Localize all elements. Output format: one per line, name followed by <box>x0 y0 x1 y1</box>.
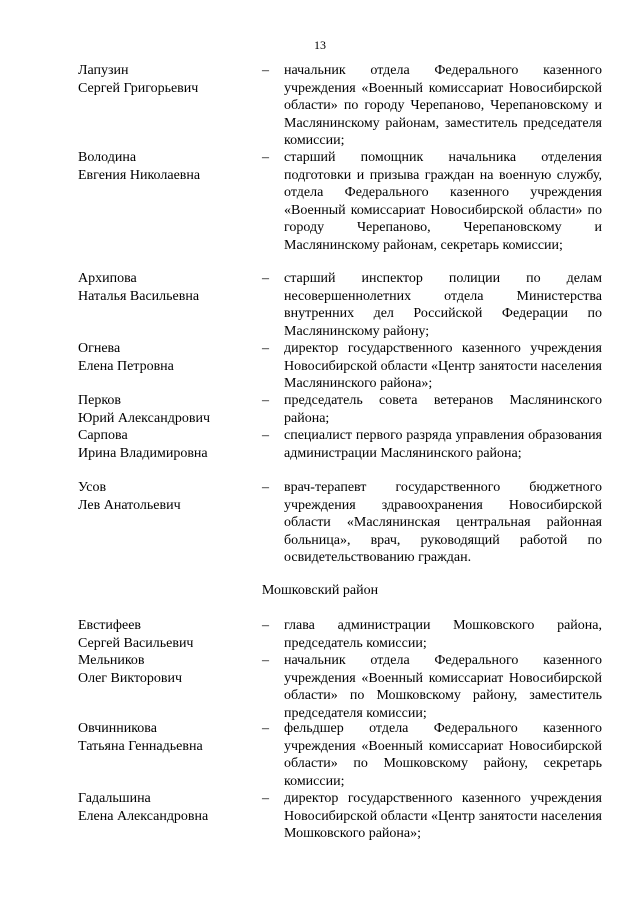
member-name <box>78 479 258 514</box>
member-name <box>78 790 258 825</box>
page-number: 13 <box>314 38 326 52</box>
member-surname: Усов <box>78 480 107 495</box>
dash: – <box>262 393 269 408</box>
dash: – <box>262 653 269 668</box>
member-role: начальник отдела Федерального казенного учреждения «Военный комиссариат Новосибирской области» по Мошковскому району, заместитель председателя комиссии; <box>284 653 602 721</box>
dash: – <box>262 63 269 78</box>
member-given-name: Елена Петровна <box>78 358 174 374</box>
member-surname: Перков <box>78 393 122 408</box>
member-role: директор государственного казенного учреждения Новосибирской области «Центр занятости населения Мошковского района»; <box>284 791 602 842</box>
member-name <box>78 62 258 97</box>
member-role: директор государственного казенного учреждения Новосибирской области «Центр занятости населения Маслянинского района»; <box>284 341 602 392</box>
dash: – <box>262 618 269 633</box>
member-surname: Евстифеев <box>78 618 142 633</box>
member-given-name: Наталья Васильевна <box>78 288 200 304</box>
member-name <box>78 392 258 427</box>
member-surname: Мельников <box>78 653 145 668</box>
dash: – <box>262 428 269 443</box>
member-given-name: Евгения Николаевна <box>78 167 201 183</box>
member-given-name: Татьяна Геннадьевна <box>78 738 203 754</box>
member-surname: Огнева <box>78 341 121 356</box>
member-name <box>78 617 258 652</box>
member-role: председатель совета ветеранов Маслянинского района; <box>284 393 602 426</box>
member-name <box>78 720 258 755</box>
member-name <box>78 340 258 375</box>
member-surname: Володина <box>78 150 137 165</box>
member-surname: Овчинникова <box>78 721 157 736</box>
member-given-name: Лев Анатольевич <box>78 497 181 513</box>
member-given-name: Юрий Александрович <box>78 410 210 426</box>
member-surname: Сарпова <box>78 428 128 443</box>
member-given-name: Ирина Владимировна <box>78 445 208 461</box>
dash: – <box>262 480 269 495</box>
dash: – <box>262 271 269 286</box>
member-role: старший инспектор полиции по делам несовершеннолетних отдела Министерства внутренних дел Российской Федерации по Маслянинскому району; <box>284 271 602 339</box>
member-given-name: Сергей Васильевич <box>78 635 194 651</box>
member-role: начальник отдела Федерального казенного учреждения «Военный комиссариат Новосибирской области» по городу Черепаново, Черепановскому и Маслянинскому районам, заместитель председателя комиссии; <box>284 63 602 149</box>
member-role: глава администрации Мошковского района, председатель комиссии; <box>284 618 602 651</box>
dash: – <box>262 791 269 806</box>
member-role: старший помощник начальника отделения подготовки и призыва граждан на военную службу, отдела Федерального казенного учреждения «Военный комиссариат Новосибирской области» по городу Черепаново, Черепановскому и Маслянинскому районам, секретарь комиссии; <box>284 150 602 253</box>
member-name <box>78 652 258 687</box>
dash: – <box>262 721 269 736</box>
member-role: специалист первого разряда управления образования администрации Маслянинского района; <box>284 428 602 461</box>
district-heading: Мошковский район <box>261 583 379 598</box>
member-surname: Гадальшина <box>78 791 151 806</box>
member-surname: Лапузин <box>78 63 129 78</box>
member-surname: Архипова <box>78 271 137 286</box>
member-name <box>78 149 258 184</box>
dash: – <box>262 150 269 165</box>
member-given-name: Сергей Григорьевич <box>78 80 199 96</box>
member-name <box>78 270 258 305</box>
member-role: врач-терапевт государственного бюджетного учреждения здравоохранения Новосибирской области «Маслянинская центральная районная больница», врач, руководящий работой по освидетельствованию граждан. <box>284 480 602 566</box>
member-role: фельдшер отдела Федерального казенного учреждения «Военный комиссариат Новосибирской области» по Мошковскому району, секретарь комиссии; <box>284 721 602 789</box>
member-given-name: Елена Александровна <box>78 808 209 824</box>
member-name <box>78 427 258 462</box>
dash: – <box>262 341 269 356</box>
member-given-name: Олег Викторович <box>78 670 183 686</box>
